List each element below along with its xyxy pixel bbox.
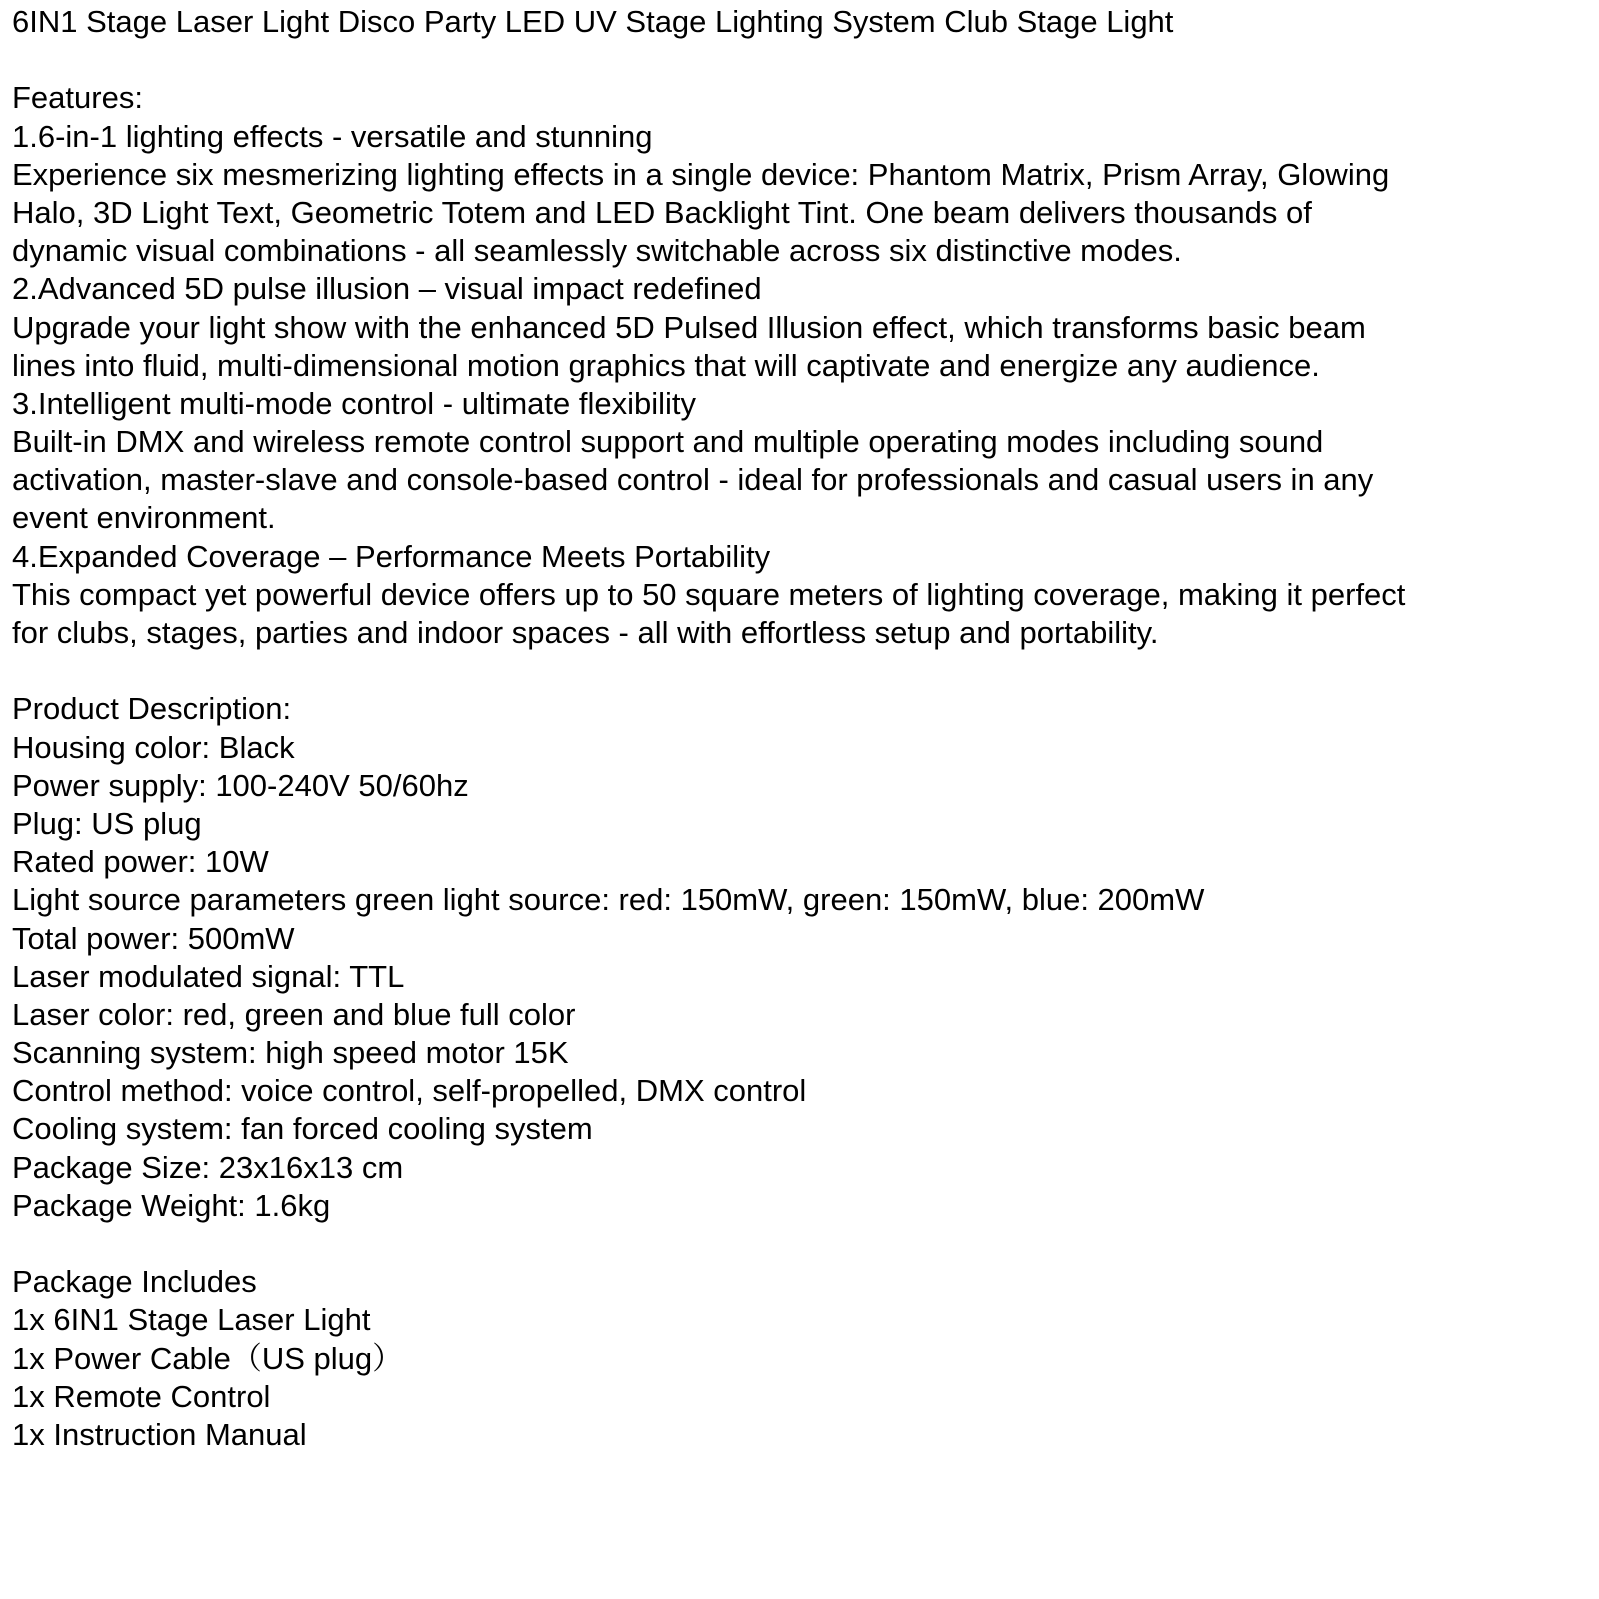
feature-line: Built-in DMX and wireless remote control support and multiple operating modes including sound: [12, 424, 1324, 460]
feature-line: 4.Expanded Coverage – Performance Meets Portability: [12, 538, 771, 574]
spec-line: Power supply: 100-240V 50/60hz: [12, 767, 469, 803]
spec-line: Total power: 500mW: [12, 920, 295, 956]
spec-line: Scanning system: high speed motor 15K: [12, 1035, 569, 1071]
feature-line: activation, master-slave and console-based control - ideal for professionals and casual users in any: [12, 462, 1374, 498]
spec-line: Control method: voice control, self-propelled, DMX control: [12, 1073, 807, 1109]
package-item: 1x Remote Control: [12, 1378, 271, 1414]
feature-line: for clubs, stages, parties and indoor spaces - all with effortless setup and portability.: [12, 615, 1159, 650]
spacer: [12, 652, 1592, 690]
page-title: 6IN1 Stage Laser Light Disco Party LED UV Stage Lighting System Club Stage Light: [12, 4, 1174, 39]
feature-line: Upgrade your light show with the enhanced 5D Pulsed Illusion effect, which transforms basic beam: [12, 309, 1366, 345]
package-heading: Package Includes: [12, 1264, 257, 1300]
spec-line: Rated power: 10W: [12, 844, 269, 880]
spec-line: Housing color: Black: [12, 729, 295, 765]
feature-line: dynamic visual combinations - all seamlessly switchable across six distinctive modes.: [12, 233, 1182, 269]
product-document: [12, 3, 1592, 1454]
features-heading: Features:: [12, 80, 143, 116]
feature-line: Halo, 3D Light Text, Geometric Totem and LED Backlight Tint. One beam delivers thousands of: [12, 194, 1312, 230]
feature-line: 1.6-in-1 lighting effects - versatile and stunning: [12, 118, 653, 154]
spec-line: Laser modulated signal: TTL: [12, 958, 405, 994]
spec-line: Package Weight: 1.6kg: [12, 1187, 331, 1223]
package-item: 1x 6IN1 Stage Laser Light: [12, 1302, 371, 1338]
feature-line: This compact yet powerful device offers up to 50 square meters of lighting coverage, making it perfect: [12, 576, 1406, 612]
feature-line: lines into fluid, multi-dimensional motion graphics that will captivate and energize any audience.: [12, 347, 1320, 383]
spec-line: Light source parameters green light source: red: 150mW, green: 150mW, blue: 200mW: [12, 882, 1205, 918]
spec-line: Plug: US plug: [12, 805, 202, 841]
spec-line: Laser color: red, green and blue full color: [12, 996, 576, 1032]
package-item: 1x Power Cable（US plug）: [12, 1340, 404, 1376]
feature-line: event environment.: [12, 500, 276, 536]
feature-line: 2.Advanced 5D pulse illusion – visual impact redefined: [12, 271, 762, 307]
spacer: [12, 1225, 1592, 1263]
feature-line: 3.Intelligent multi-mode control - ultimate flexibility: [12, 385, 696, 421]
package-item: 1x Instruction Manual: [12, 1416, 307, 1452]
feature-line: Experience six mesmerizing lighting effects in a single device: Phantom Matrix, Prism Array, Glowing: [12, 156, 1390, 192]
spacer: [12, 41, 1592, 79]
description-heading: Product Description:: [12, 691, 292, 727]
spec-line: Package Size: 23x16x13 cm: [12, 1149, 404, 1185]
spec-line: Cooling system: fan forced cooling system: [12, 1111, 593, 1147]
